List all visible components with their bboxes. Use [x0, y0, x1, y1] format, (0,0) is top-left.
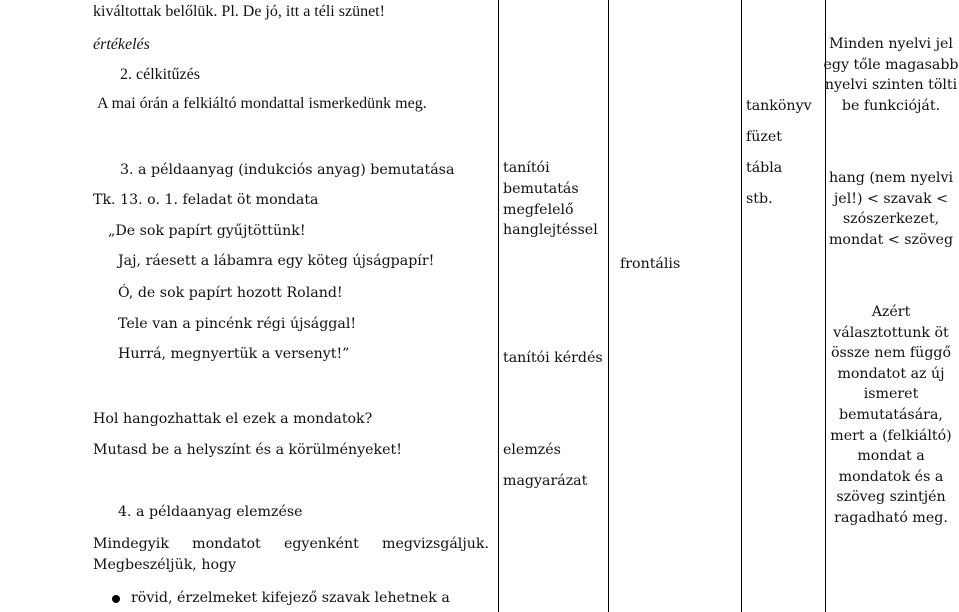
- note-paragraph-2: hang (nem nyelvi jel!) < szavak < szószerkezet, mondat < szöveg: [828, 170, 954, 248]
- tool-item: tábla: [746, 160, 783, 176]
- tool-item: füzet: [746, 129, 782, 145]
- note-paragraph-3: Azért választottunk öt össze nem függő mondatot az új ismeret bemutatására, mert a (felkiáltó) mondat a mondatok és a szöveg szintjén ragadható meg.: [830, 304, 952, 526]
- bullet-item-1: rövid, érzelmeket kifejező szavak lehetnek a: [131, 590, 450, 606]
- example-sentence-1: „De sok papírt gyűjtöttünk!: [108, 223, 306, 239]
- method-line: hanglejtéssel: [503, 222, 598, 238]
- justified-sentence: [93, 535, 489, 553]
- justified-word: mondatot: [192, 536, 261, 552]
- justified-word: Mindegyik: [93, 536, 169, 552]
- tool-item: tankönyv: [746, 98, 812, 114]
- method-analysis: elemzés: [503, 442, 561, 458]
- section-heading-4: 4. a példaanyag elemzése: [118, 504, 303, 520]
- example-sentence-3: Ó, de sok papírt hozott Roland!: [118, 285, 343, 301]
- justified-word: megvizsgáljuk.: [382, 536, 489, 552]
- section-heading-3: 3. a példaanyag (indukciós anyag) bemutatása: [120, 162, 455, 178]
- objective-text: A mai órán a felkiáltó mondattal ismerkedünk meg.: [97, 95, 427, 112]
- question-2: Mutasd be a helyszínt és a körülményeket!: [93, 442, 402, 458]
- question-1: Hol hangozhattak el ezek a mondatok?: [93, 411, 373, 427]
- justified-word: egyenként: [283, 536, 359, 552]
- method-line: bemutatás: [503, 181, 579, 197]
- column-divider-2: [608, 0, 609, 612]
- note-paragraph-1: Minden nyelvi jel egy tőle magasabb nyelvi szinten tölti be funkcióját.: [823, 36, 959, 114]
- discussion-line: Megbeszéljük, hogy: [93, 557, 237, 573]
- section-evaluation: értékelés: [93, 36, 150, 53]
- tool-item: stb.: [746, 191, 773, 207]
- continued-text-line: kiváltottak belőlük. Pl. De jó, itt a téli szünet!: [93, 3, 385, 20]
- section-heading-2: 2. célkitűzés: [120, 66, 200, 83]
- column-divider-3: [741, 0, 742, 612]
- textbook-reference: Tk. 13. o. 1. feladat öt mondata: [93, 192, 319, 208]
- method-line: megfelelő: [503, 202, 574, 218]
- example-sentence-4: Tele van a pincénk régi újsággal!: [118, 316, 357, 332]
- method-teacher-question: tanítói kérdés: [503, 350, 603, 366]
- column-divider-1: [498, 0, 499, 612]
- work-form: frontális: [620, 256, 681, 272]
- method-line: tanítói: [503, 160, 550, 176]
- method-explanation: magyarázat: [503, 473, 588, 489]
- example-sentence-2: Jaj, ráesett a lábamra egy köteg újságpapír!: [118, 253, 435, 269]
- bullet-point: [112, 595, 120, 603]
- example-sentence-5: Hurrá, megnyertük a versenyt!”: [118, 346, 350, 362]
